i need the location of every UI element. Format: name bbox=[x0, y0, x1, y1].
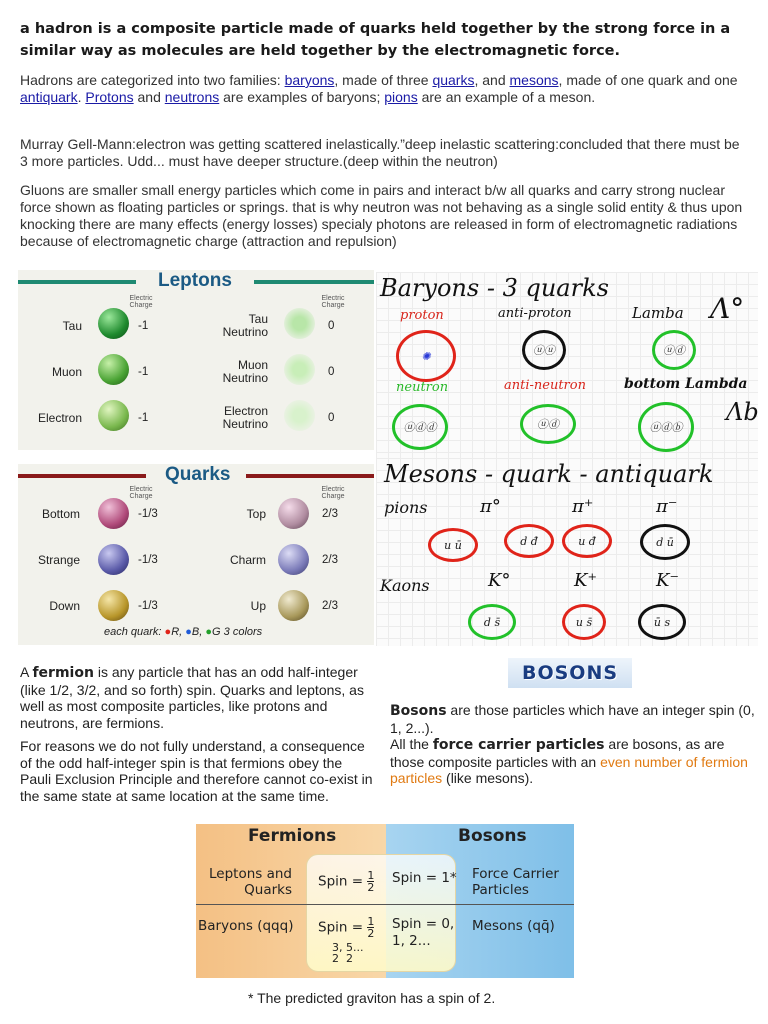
baryons-board bbox=[376, 272, 758, 458]
para1-text: are an example of a meson. bbox=[417, 89, 596, 105]
quark-charge: 2/3 bbox=[322, 508, 338, 520]
neutron-label: neutron bbox=[396, 380, 449, 395]
lepton-name: Muon Neutrino bbox=[222, 358, 268, 385]
kaons-label: Kaons bbox=[380, 576, 430, 595]
baryons-link[interactable]: baryons bbox=[284, 72, 335, 88]
meson-diagram: u đ bbox=[562, 524, 612, 558]
quark-name: Down bbox=[49, 599, 80, 613]
k-zero: K° bbox=[488, 570, 511, 591]
lepton-charge: -1 bbox=[138, 320, 149, 332]
para1-text: are examples of baryons; bbox=[219, 89, 385, 105]
quarks-bar-left bbox=[18, 474, 146, 478]
quark-charge: -1/3 bbox=[138, 600, 158, 612]
up-quark-icon bbox=[278, 590, 309, 621]
top-quark-icon bbox=[278, 498, 309, 529]
pions-link[interactable]: pions bbox=[384, 89, 418, 105]
pi-minus: π⁻ bbox=[656, 496, 678, 517]
bosons-paragraph: Bosons are those particles which have an integer spin (0, 1, 2...). All the force carrier particles are bosons, as are those composite particles with an even number of fermion particles (like mesons). bbox=[390, 702, 755, 786]
charge-label: Electric Charge bbox=[129, 295, 153, 309]
lamba-label: Lamba bbox=[632, 304, 684, 322]
leptons-quarks-cell: Leptons and Quarks bbox=[209, 866, 292, 898]
lamba-diagram: ⓤⓓ bbox=[652, 330, 696, 370]
quark-name: Top bbox=[246, 507, 266, 521]
bottom-lambda-label: bottom Lambda bbox=[624, 376, 748, 392]
bosons-logo: BOSONS bbox=[508, 658, 632, 688]
lepton-charge: 0 bbox=[328, 412, 335, 424]
proton-diagram: ✺ bbox=[396, 330, 456, 382]
meson-diagram: d s̄ bbox=[468, 604, 516, 640]
para1-text: , made of one quark and one bbox=[558, 72, 738, 88]
k-plus: K⁺ bbox=[574, 570, 597, 591]
charge-label: Electric Charge bbox=[321, 486, 345, 500]
spin-table bbox=[196, 824, 574, 978]
force-carrier-cell: Force Carrier Particles bbox=[472, 866, 559, 898]
mesons-board bbox=[376, 458, 758, 646]
quarks-bar-right bbox=[246, 474, 374, 478]
odd-spins: 3, 5... 2 2 bbox=[332, 941, 364, 965]
lambda-symbol: Λ° bbox=[710, 292, 745, 325]
baryon-spin-cell: Spin = $\frac{1}{2}$ bbox=[318, 915, 375, 940]
fermion-spin-cell: Spin = $\frac{1}{2}$ bbox=[318, 869, 375, 894]
quarks-title: Quarks bbox=[165, 464, 231, 485]
para1-text: Hadrons are categorized into two families: bbox=[20, 72, 285, 88]
lepton-name: Tau Neutrino bbox=[222, 312, 268, 339]
mesons-title: Mesons - quark - antiquark bbox=[384, 460, 714, 488]
meson-spin-cell: Spin = 0, 1, 2... bbox=[392, 916, 455, 949]
bottom-lambda-diagram: ⓤⓓⓑ bbox=[638, 402, 694, 452]
protons-link[interactable]: Protons bbox=[85, 89, 134, 105]
quark-name: Charm bbox=[229, 553, 266, 567]
quarks-link[interactable]: quarks bbox=[432, 72, 475, 88]
lepton-name: Tau bbox=[62, 319, 82, 333]
anti-proton-label: anti-proton bbox=[498, 306, 572, 321]
lepton-charge: -1 bbox=[138, 366, 149, 378]
page-heading: a hadron is a composite particle made of quarks held together by the strong force in a similar way as molecules are held together by the electromagnetic force. bbox=[20, 21, 731, 59]
electron-particle-icon bbox=[98, 400, 129, 431]
table-divider bbox=[196, 904, 574, 905]
fermions-header: Fermions bbox=[248, 826, 337, 846]
lepton-name: Electron Neutrino bbox=[222, 404, 268, 431]
meson-diagram: d ū bbox=[640, 524, 690, 560]
antiquark-link[interactable]: antiquark bbox=[20, 89, 78, 105]
electron-neutrino-icon bbox=[284, 400, 315, 431]
quark-name: Bottom bbox=[41, 507, 80, 521]
quark-name: Strange bbox=[37, 553, 80, 567]
lambda-b-symbol: Λb bbox=[726, 398, 759, 426]
charge-label: Electric Charge bbox=[321, 295, 345, 309]
mesons-link[interactable]: mesons bbox=[509, 72, 559, 88]
lepton-charge: -1 bbox=[138, 412, 149, 424]
meson-diagram: u ū bbox=[428, 528, 478, 562]
muon-neutrino-icon bbox=[284, 354, 315, 385]
pi-plus: π⁺ bbox=[572, 496, 594, 517]
divider bbox=[18, 450, 374, 464]
lepton-charge: 0 bbox=[328, 320, 335, 332]
neutrons-link[interactable]: neutrons bbox=[164, 89, 220, 105]
gluons-paragraph: Gluons are smaller small energy particles which come in pairs and interact b/w all quarks and carry strong nuclear force shown as floating particles or springs. that is why neutron was not behaving as a single solid entity & thus upon knocking there are many effects (energy losses) specialy photons are released in form of electromagnetic radiations because of electromagnetic charge (attraction and repulsion) bbox=[20, 182, 743, 249]
para1-text: . bbox=[77, 89, 86, 105]
boson-spin-cell: Spin = 1* bbox=[392, 870, 457, 886]
anti-neutron-diagram: ⓤⓓ bbox=[520, 404, 576, 444]
meson-diagram: u s̄ bbox=[562, 604, 606, 640]
quark-colors-note: each quark: ●R, ●B, ●G 3 colors bbox=[104, 626, 263, 638]
para1-text: , made of three bbox=[334, 72, 433, 88]
tau-particle-icon bbox=[98, 308, 129, 339]
meson-diagram: ū s bbox=[638, 604, 686, 640]
charge-label: Electric Charge bbox=[129, 486, 153, 500]
quark-charge: 2/3 bbox=[322, 600, 338, 612]
lepton-charge: 0 bbox=[328, 366, 335, 378]
baryons-title: Baryons - 3 quarks bbox=[380, 274, 609, 302]
para1-text: , and bbox=[474, 72, 510, 88]
meson-diagram: d đ bbox=[504, 524, 554, 558]
bosons-header: Bosons bbox=[458, 826, 527, 846]
k-minus: K⁻ bbox=[656, 570, 679, 591]
para1-text: and bbox=[133, 89, 165, 105]
mesons-cell: Mesons (qq̄) bbox=[472, 918, 555, 934]
particle-chart bbox=[18, 270, 374, 645]
strange-quark-icon bbox=[98, 544, 129, 575]
leptons-title: Leptons bbox=[158, 270, 232, 291]
charm-quark-icon bbox=[278, 544, 309, 575]
graviton-footnote: * The predicted graviton has a spin of 2. bbox=[248, 990, 496, 1006]
fermion-paragraph: A fermion is any particle that has an odd half-integer (like 1/2, 3/2, and so forth) spin. Quarks and leptons, as well as most composite particles, like protons and neutrons, are fermions. bbox=[20, 664, 364, 731]
leptons-bar-left bbox=[18, 280, 136, 284]
lepton-name: Electron bbox=[37, 411, 82, 425]
anti-neutron-label: anti-neutron bbox=[504, 378, 586, 393]
proton-label: proton bbox=[400, 308, 444, 323]
down-quark-icon bbox=[98, 590, 129, 621]
quark-charge: 2/3 bbox=[322, 554, 338, 566]
quark-name: Up bbox=[250, 599, 266, 613]
baryons-cell: Baryons (qqq) bbox=[198, 918, 294, 934]
bottom-quark-icon bbox=[98, 498, 129, 529]
muon-particle-icon bbox=[98, 354, 129, 385]
neutron-diagram: ⓤⓓⓓ bbox=[392, 404, 448, 450]
pi-zero: π° bbox=[480, 496, 501, 517]
leptons-bar-right bbox=[254, 280, 374, 284]
tau-neutrino-icon bbox=[284, 308, 315, 339]
hadrons-paragraph bbox=[20, 72, 750, 106]
quark-charge: -1/3 bbox=[138, 554, 158, 566]
quark-charge: -1/3 bbox=[138, 508, 158, 520]
lepton-name: Muon bbox=[51, 365, 82, 379]
pions-label: pions bbox=[384, 498, 428, 517]
pauli-paragraph: For reasons we do not fully understand, a consequence of the odd half-integer spin is that fermions obey the Pauli Exclusion Principle and therefore cannot co-exist in the same state at same location at the same time. bbox=[20, 738, 373, 804]
gell-mann-paragraph: Murray Gell-Mann:electron was getting scattered inelastically.”deep inelastic scattering:concluded that there must be 3 more particles. Udd... must have deeper structure.(deep within the neutron) bbox=[20, 136, 740, 169]
anti-proton-diagram: ⓤⓤ bbox=[522, 330, 566, 370]
